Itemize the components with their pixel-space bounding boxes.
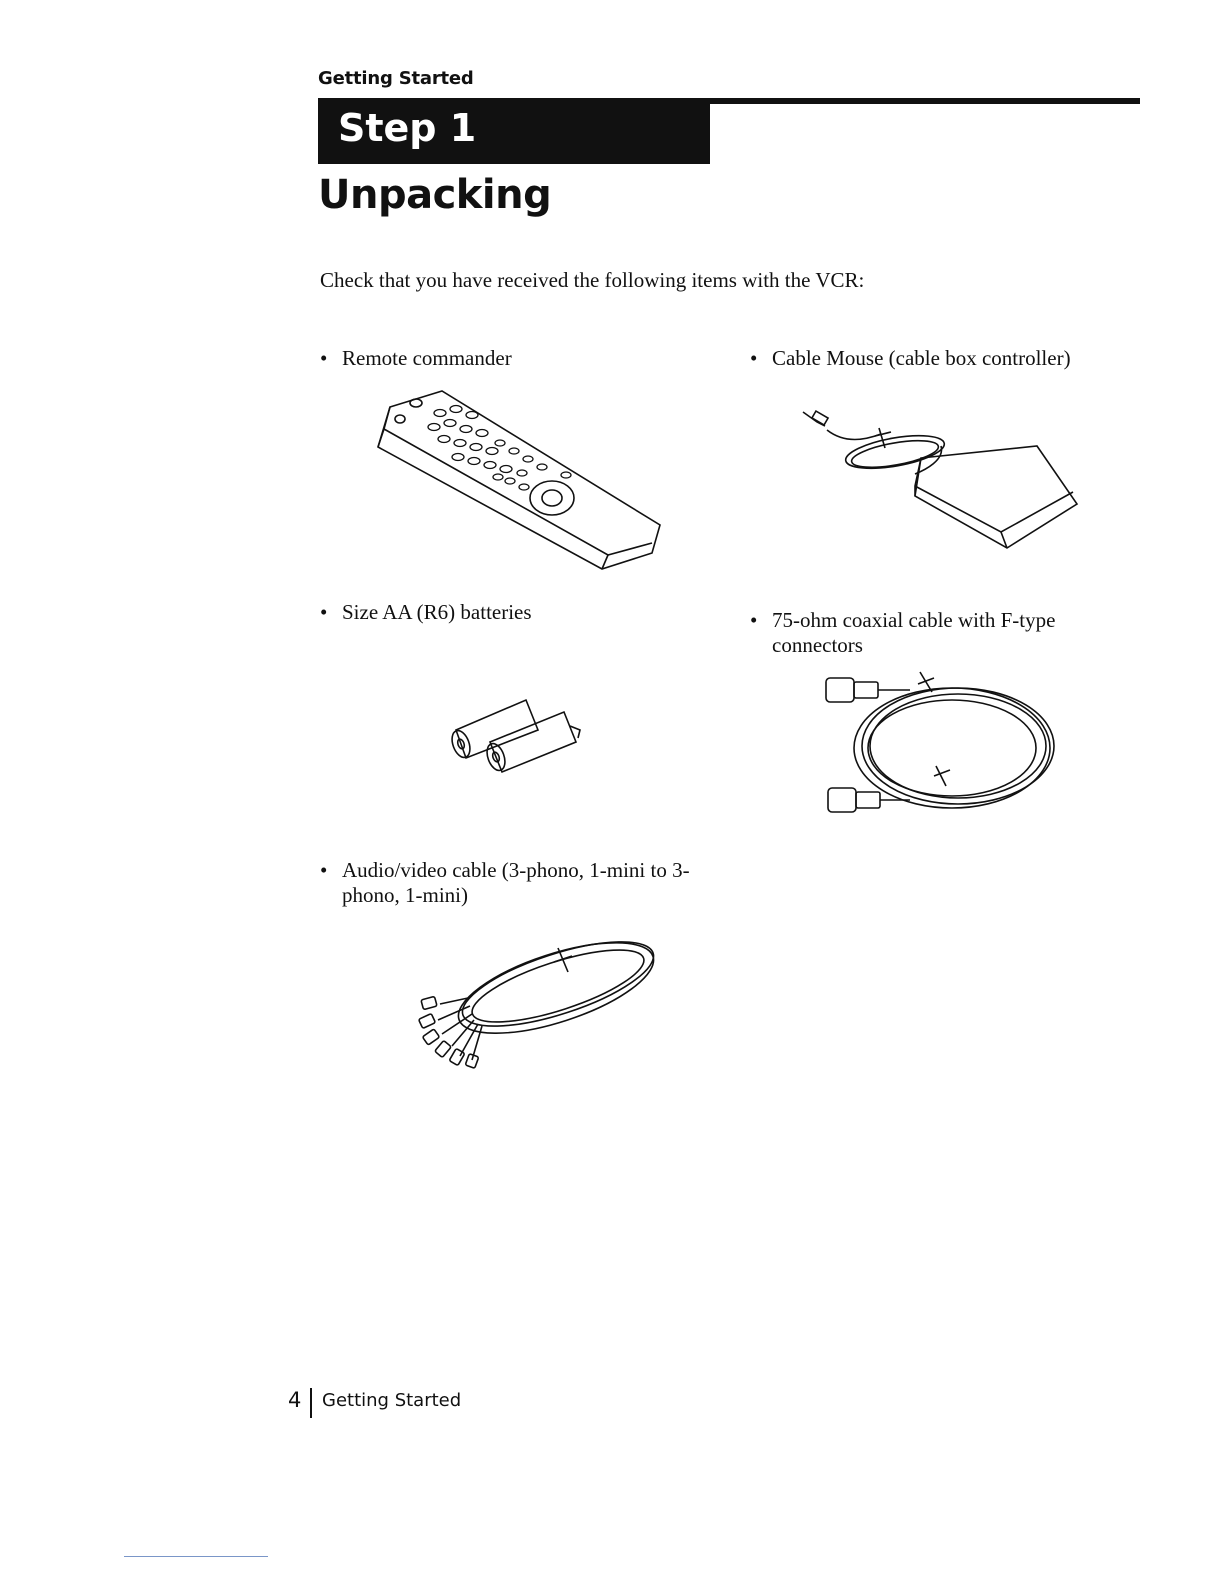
step-banner <box>318 98 710 164</box>
list-item <box>320 346 680 371</box>
coaxial-cable-icon <box>820 662 1060 827</box>
bullet: • <box>320 346 328 370</box>
remote-commander-icon <box>370 385 670 580</box>
bullet: • <box>320 600 328 624</box>
section-label: Getting Started <box>318 68 474 89</box>
list-item <box>750 346 1130 371</box>
bottom-line <box>124 1556 268 1557</box>
bullet: • <box>750 608 758 632</box>
footer-divider <box>310 1388 312 1418</box>
page-title: Unpacking <box>318 172 552 218</box>
bullet: • <box>320 858 328 882</box>
cable-mouse-icon <box>795 400 1085 560</box>
av-cable-icon <box>408 928 668 1068</box>
item-label: 75-ohm coaxial cable with F-type connectors <box>772 608 1056 657</box>
list-item <box>320 600 680 625</box>
list-item <box>750 608 1130 658</box>
footer-section-label: Getting Started <box>322 1390 462 1411</box>
step-label: Step 1 <box>338 106 477 150</box>
item-label: Size AA (R6) batteries <box>342 600 532 624</box>
batteries-icon <box>440 692 600 782</box>
item-label: Cable Mouse (cable box controller) <box>772 346 1071 370</box>
item-label: Audio/video cable (3-phono, 1-mini to 3-phono, 1-mini) <box>342 858 690 907</box>
intro-text: Check that you have received the following items with the VCR: <box>320 268 865 292</box>
page-number: 4 <box>288 1388 302 1412</box>
list-item <box>320 858 692 908</box>
bullet: • <box>750 346 758 370</box>
item-label: Remote commander <box>342 346 512 370</box>
